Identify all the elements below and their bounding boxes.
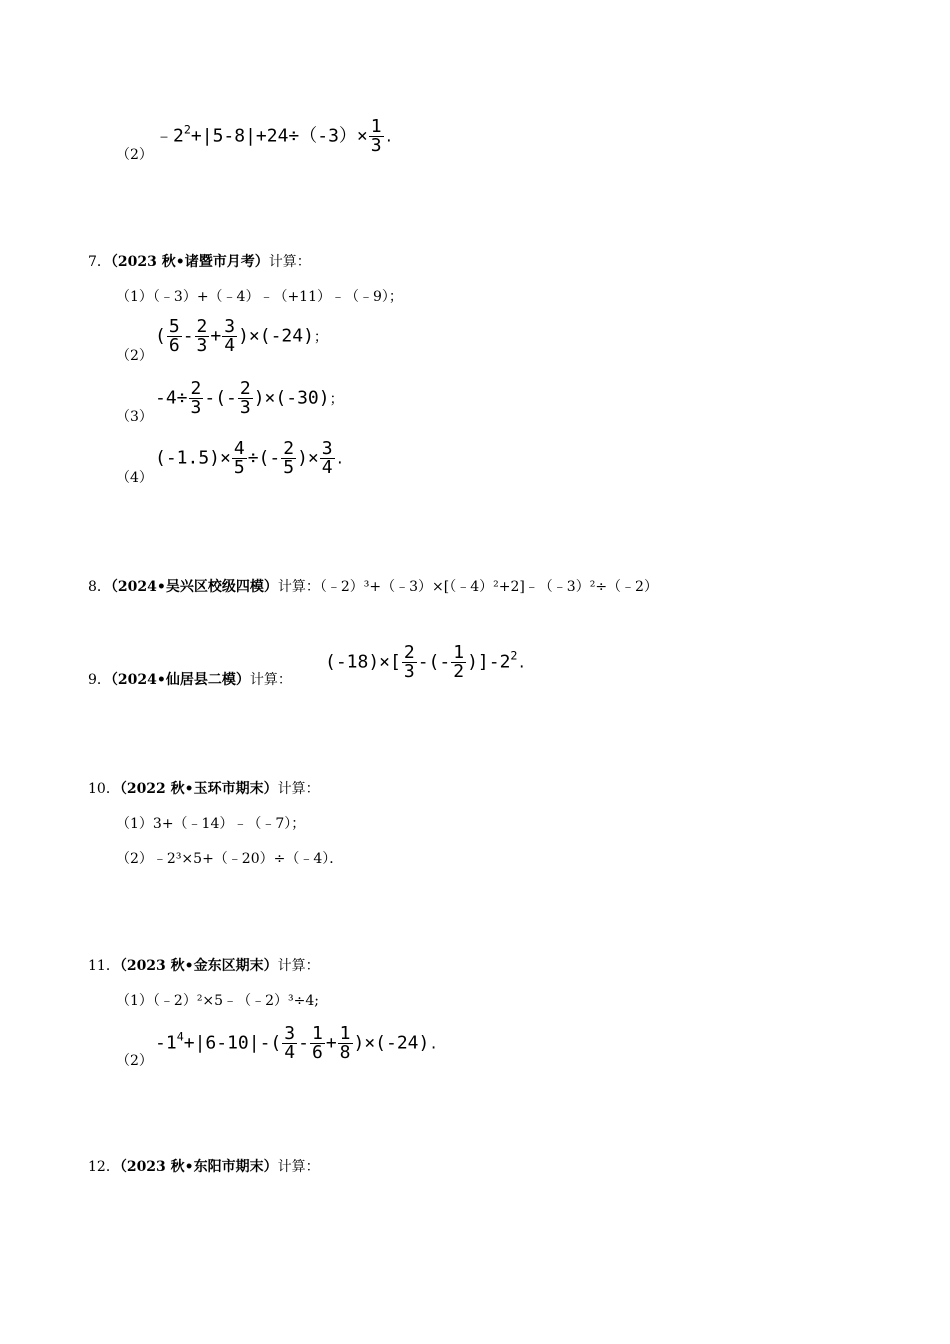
p11-part2-label: （2）	[116, 1053, 153, 1069]
problem-9-header: 9．（2024•仙居县二模）计算：	[88, 672, 292, 688]
problem-11-header: 11．（2023 秋•金东区期末）计算：	[88, 958, 320, 974]
p7-part3-label: （3）	[116, 409, 153, 425]
problem-12-header: 12．（2023 秋•东阳市期末）计算：	[88, 1159, 320, 1175]
p7-part2-label: （2）	[116, 348, 153, 364]
p11-part1: （1）（﹣2）²×5﹣（﹣2）³÷4;	[116, 993, 319, 1009]
p7-part4-formula: (-1.5)× $\frac{4}{5}$ ÷(- $\frac{2}{5}$ )× $\frac{3}{4}$ .	[155, 438, 345, 478]
problem-10-header: 10．（2022 秋•玉环市期末）计算：	[88, 781, 320, 797]
p7-part1: （1）（﹣3）+（﹣4）﹣（+11）﹣（﹣9）；	[116, 289, 403, 305]
p9-formula: (-18)×[ $\frac{2}{3}$ -(- $\frac{1}{2}$ )]$-2^2$.	[325, 642, 526, 682]
p10-part2: （2）﹣2³×5+（﹣20）÷（﹣4）．	[116, 851, 344, 867]
problem-8: 8．（2024•吴兴区校级四模）计算：（﹣2）³+（﹣3）×[（﹣4）²+2]﹣（﹣3）²÷（﹣2）	[88, 579, 658, 595]
p7-part2-formula: ( $\frac{5}{6}$ - $\frac{2}{3}$ + $\frac{3}{4}$ )×(-24)；	[155, 316, 328, 356]
p6-part2-label: （2）	[116, 147, 153, 163]
p11-part2-formula: $-1^4+|6-10|-$( $\frac{3}{4}$ - $\frac{1}{6}$ + $\frac{1}{8}$ )×(-24).	[155, 1023, 438, 1063]
p7-part4-label: （4）	[116, 470, 153, 486]
problem-7-header: 7．（2023 秋•诸暨市月考）计算：	[88, 254, 311, 270]
p7-part3-formula: -4÷ $\frac{2}{3}$ -(- $\frac{2}{3}$ )×(-30)；	[155, 378, 344, 418]
p6-part2-formula: $﹣2^2+|5-8|+24\div(-3)\times$ $\frac{1}{3}$ .	[155, 116, 394, 156]
p10-part1: （1）3+（﹣14）﹣（﹣7）；	[116, 816, 306, 832]
